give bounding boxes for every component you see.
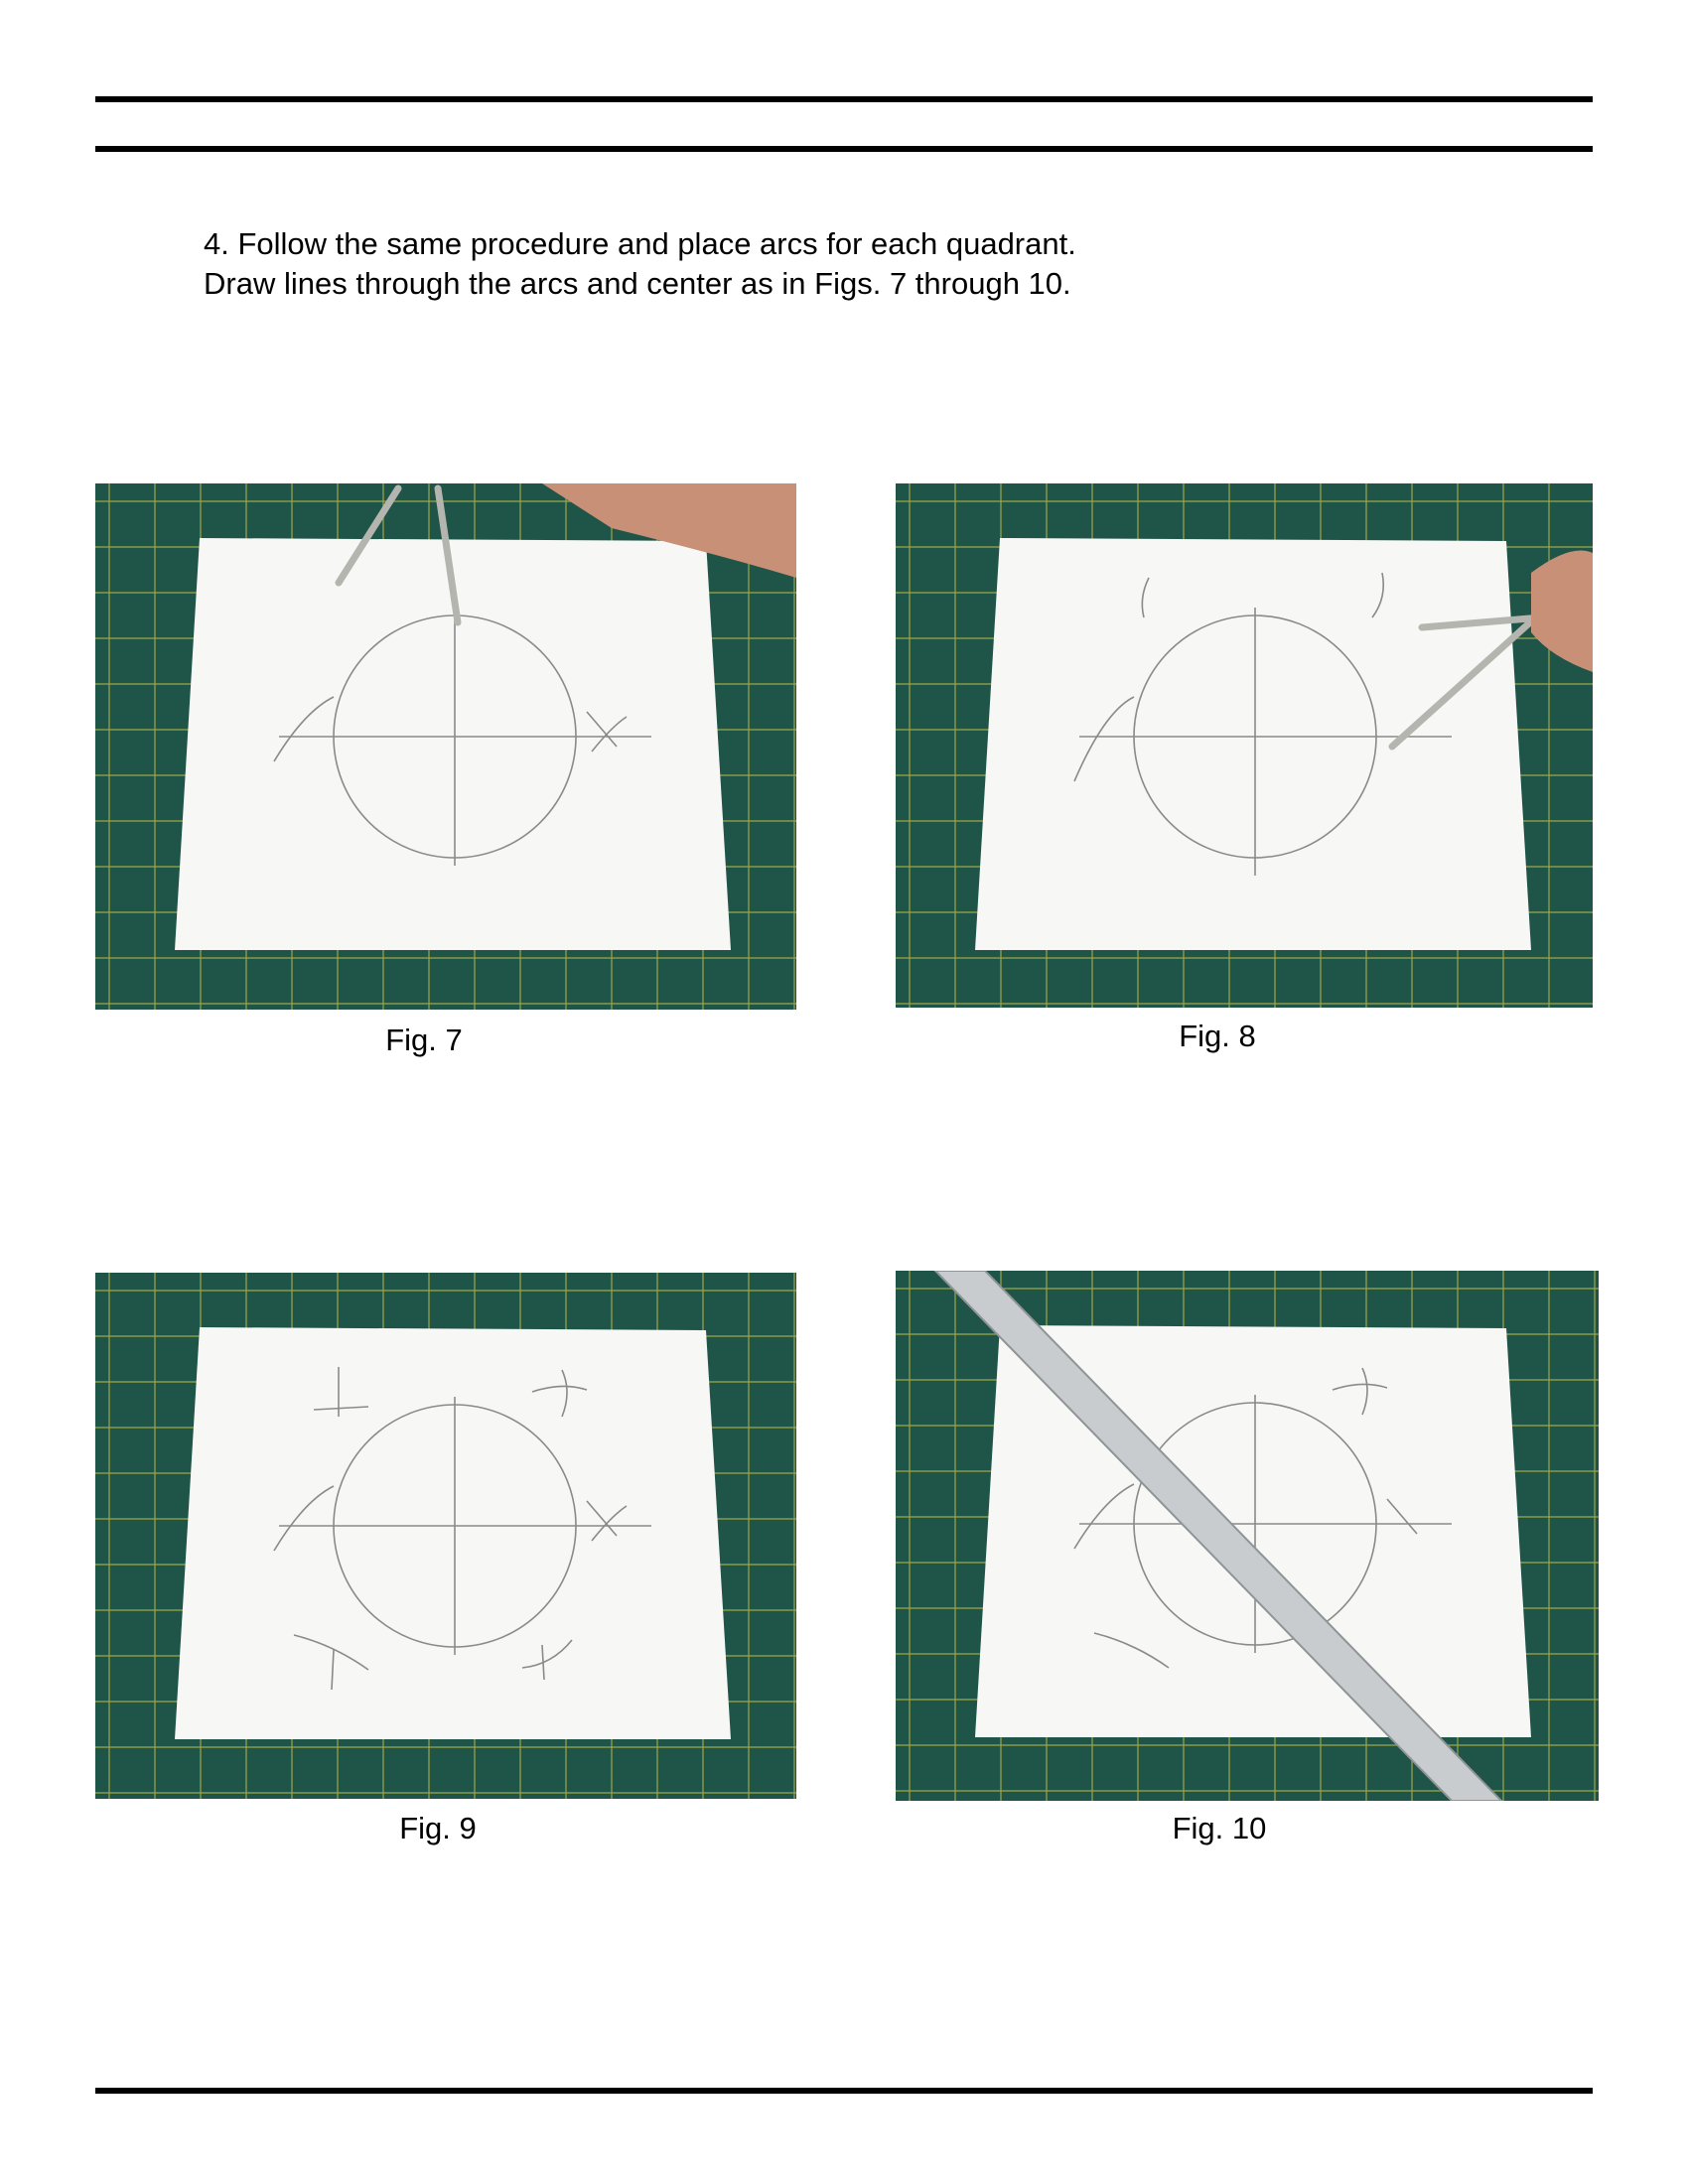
figure-8-photo	[896, 483, 1593, 1008]
figure-10-caption: Fig. 10	[1172, 1811, 1267, 1845]
figure-9-caption: Fig. 9	[399, 1811, 477, 1845]
header-rule-top	[95, 96, 1593, 102]
instruction-line-1: 4. Follow the same procedure and place arcs for each quadrant.	[204, 226, 1076, 261]
figure-7-caption: Fig. 7	[385, 1023, 463, 1057]
instruction-line-2: Draw lines through the arcs and center as in Figs. 7 through 10.	[204, 266, 1071, 301]
figure-10-photo	[896, 1271, 1599, 1801]
header-rule-bottom	[95, 146, 1593, 152]
footer-rule	[95, 2088, 1593, 2094]
figure-8-caption: Fig. 8	[1179, 1019, 1256, 1053]
figure-7-photo	[95, 483, 796, 1010]
instructions-text	[204, 224, 1076, 304]
figure-9-photo	[95, 1273, 796, 1799]
